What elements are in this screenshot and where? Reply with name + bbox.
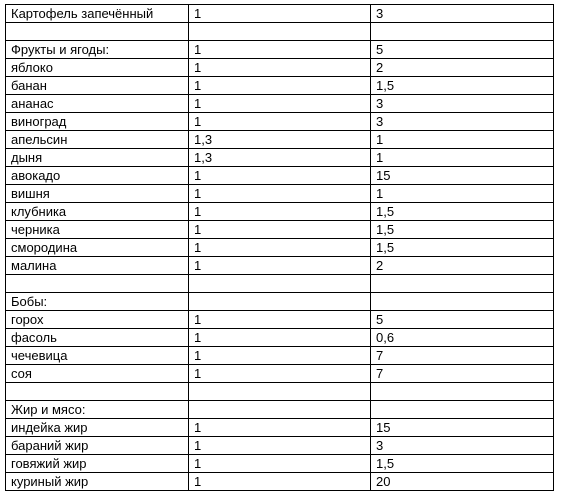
value-a-cell: 1 <box>189 347 371 365</box>
item-name-cell: говяжий жир <box>6 455 189 473</box>
item-name-cell: чечевица <box>6 347 189 365</box>
value-b-cell: 1,5 <box>371 239 554 257</box>
item-name-cell: Фрукты и ягоды: <box>6 41 189 59</box>
value-a-cell: 1 <box>189 167 371 185</box>
table-row <box>6 149 554 167</box>
value-a-cell: 1 <box>189 437 371 455</box>
table-row <box>6 329 554 347</box>
value-b-cell: 1,5 <box>371 221 554 239</box>
table-row <box>6 401 554 419</box>
value-b-cell: 7 <box>371 365 554 383</box>
value-b-cell: 3 <box>371 437 554 455</box>
food-table <box>5 4 554 491</box>
value-b-cell <box>371 23 554 41</box>
value-a-cell: 1 <box>189 113 371 131</box>
value-b-cell <box>371 293 554 311</box>
value-a-cell <box>189 275 371 293</box>
item-name-cell: индейка жир <box>6 419 189 437</box>
table-row <box>6 23 554 41</box>
value-b-cell <box>371 401 554 419</box>
value-b-cell: 2 <box>371 257 554 275</box>
value-a-cell: 1 <box>189 239 371 257</box>
table-row <box>6 113 554 131</box>
value-a-cell: 1 <box>189 59 371 77</box>
item-name-cell: соя <box>6 365 189 383</box>
table-row <box>6 131 554 149</box>
value-a-cell: 1 <box>189 221 371 239</box>
value-b-cell: 5 <box>371 41 554 59</box>
item-name-cell: яблоко <box>6 59 189 77</box>
item-name-cell: виноград <box>6 113 189 131</box>
value-a-cell: 1 <box>189 203 371 221</box>
item-name-cell: фасоль <box>6 329 189 347</box>
value-a-cell: 1 <box>189 257 371 275</box>
value-b-cell: 1 <box>371 185 554 203</box>
item-name-cell: малина <box>6 257 189 275</box>
item-name-cell: дыня <box>6 149 189 167</box>
item-name-cell: клубника <box>6 203 189 221</box>
table-row <box>6 347 554 365</box>
item-name-cell: Жир и мясо: <box>6 401 189 419</box>
value-a-cell: 1 <box>189 41 371 59</box>
item-name-cell: авокадо <box>6 167 189 185</box>
table-row <box>6 221 554 239</box>
value-a-cell: 1 <box>189 455 371 473</box>
item-name-cell <box>6 23 189 41</box>
value-a-cell: 1 <box>189 473 371 491</box>
value-b-cell <box>371 383 554 401</box>
table-row <box>6 59 554 77</box>
table-row <box>6 5 554 23</box>
value-a-cell <box>189 23 371 41</box>
table-row <box>6 455 554 473</box>
table-row <box>6 77 554 95</box>
item-name-cell: смородина <box>6 239 189 257</box>
value-b-cell: 3 <box>371 95 554 113</box>
item-name-cell: бараний жир <box>6 437 189 455</box>
table-row <box>6 203 554 221</box>
value-b-cell: 15 <box>371 419 554 437</box>
value-a-cell: 1 <box>189 95 371 113</box>
value-b-cell: 7 <box>371 347 554 365</box>
table-row <box>6 95 554 113</box>
table-row <box>6 365 554 383</box>
value-b-cell: 1 <box>371 131 554 149</box>
value-a-cell: 1 <box>189 77 371 95</box>
value-a-cell: 1 <box>189 329 371 347</box>
table-row <box>6 257 554 275</box>
value-b-cell: 20 <box>371 473 554 491</box>
value-b-cell: 3 <box>371 113 554 131</box>
table-row <box>6 41 554 59</box>
item-name-cell: горох <box>6 311 189 329</box>
value-a-cell: 1 <box>189 5 371 23</box>
value-b-cell: 1,5 <box>371 203 554 221</box>
value-a-cell <box>189 383 371 401</box>
item-name-cell: Картофель запечённый <box>6 5 189 23</box>
value-a-cell: 1 <box>189 419 371 437</box>
table-row <box>6 293 554 311</box>
item-name-cell: куриный жир <box>6 473 189 491</box>
value-a-cell: 1 <box>189 185 371 203</box>
value-b-cell: 15 <box>371 167 554 185</box>
value-a-cell <box>189 401 371 419</box>
table-row <box>6 185 554 203</box>
table-row <box>6 419 554 437</box>
value-b-cell: 3 <box>371 5 554 23</box>
value-a-cell: 1 <box>189 311 371 329</box>
value-a-cell: 1,3 <box>189 131 371 149</box>
value-b-cell: 5 <box>371 311 554 329</box>
item-name-cell <box>6 275 189 293</box>
value-b-cell: 1,5 <box>371 455 554 473</box>
value-a-cell <box>189 293 371 311</box>
table-row <box>6 275 554 293</box>
table-row <box>6 239 554 257</box>
item-name-cell: банан <box>6 77 189 95</box>
table-row <box>6 167 554 185</box>
value-a-cell: 1 <box>189 365 371 383</box>
table-row <box>6 311 554 329</box>
table-body <box>6 5 554 491</box>
value-a-cell: 1,3 <box>189 149 371 167</box>
table-row <box>6 383 554 401</box>
value-b-cell <box>371 275 554 293</box>
item-name-cell: апельсин <box>6 131 189 149</box>
value-b-cell: 2 <box>371 59 554 77</box>
item-name-cell: черника <box>6 221 189 239</box>
table-row <box>6 473 554 491</box>
item-name-cell: ананас <box>6 95 189 113</box>
item-name-cell: Бобы: <box>6 293 189 311</box>
item-name-cell <box>6 383 189 401</box>
value-b-cell: 1,5 <box>371 77 554 95</box>
table-row <box>6 437 554 455</box>
value-b-cell: 0,6 <box>371 329 554 347</box>
value-b-cell: 1 <box>371 149 554 167</box>
item-name-cell: вишня <box>6 185 189 203</box>
